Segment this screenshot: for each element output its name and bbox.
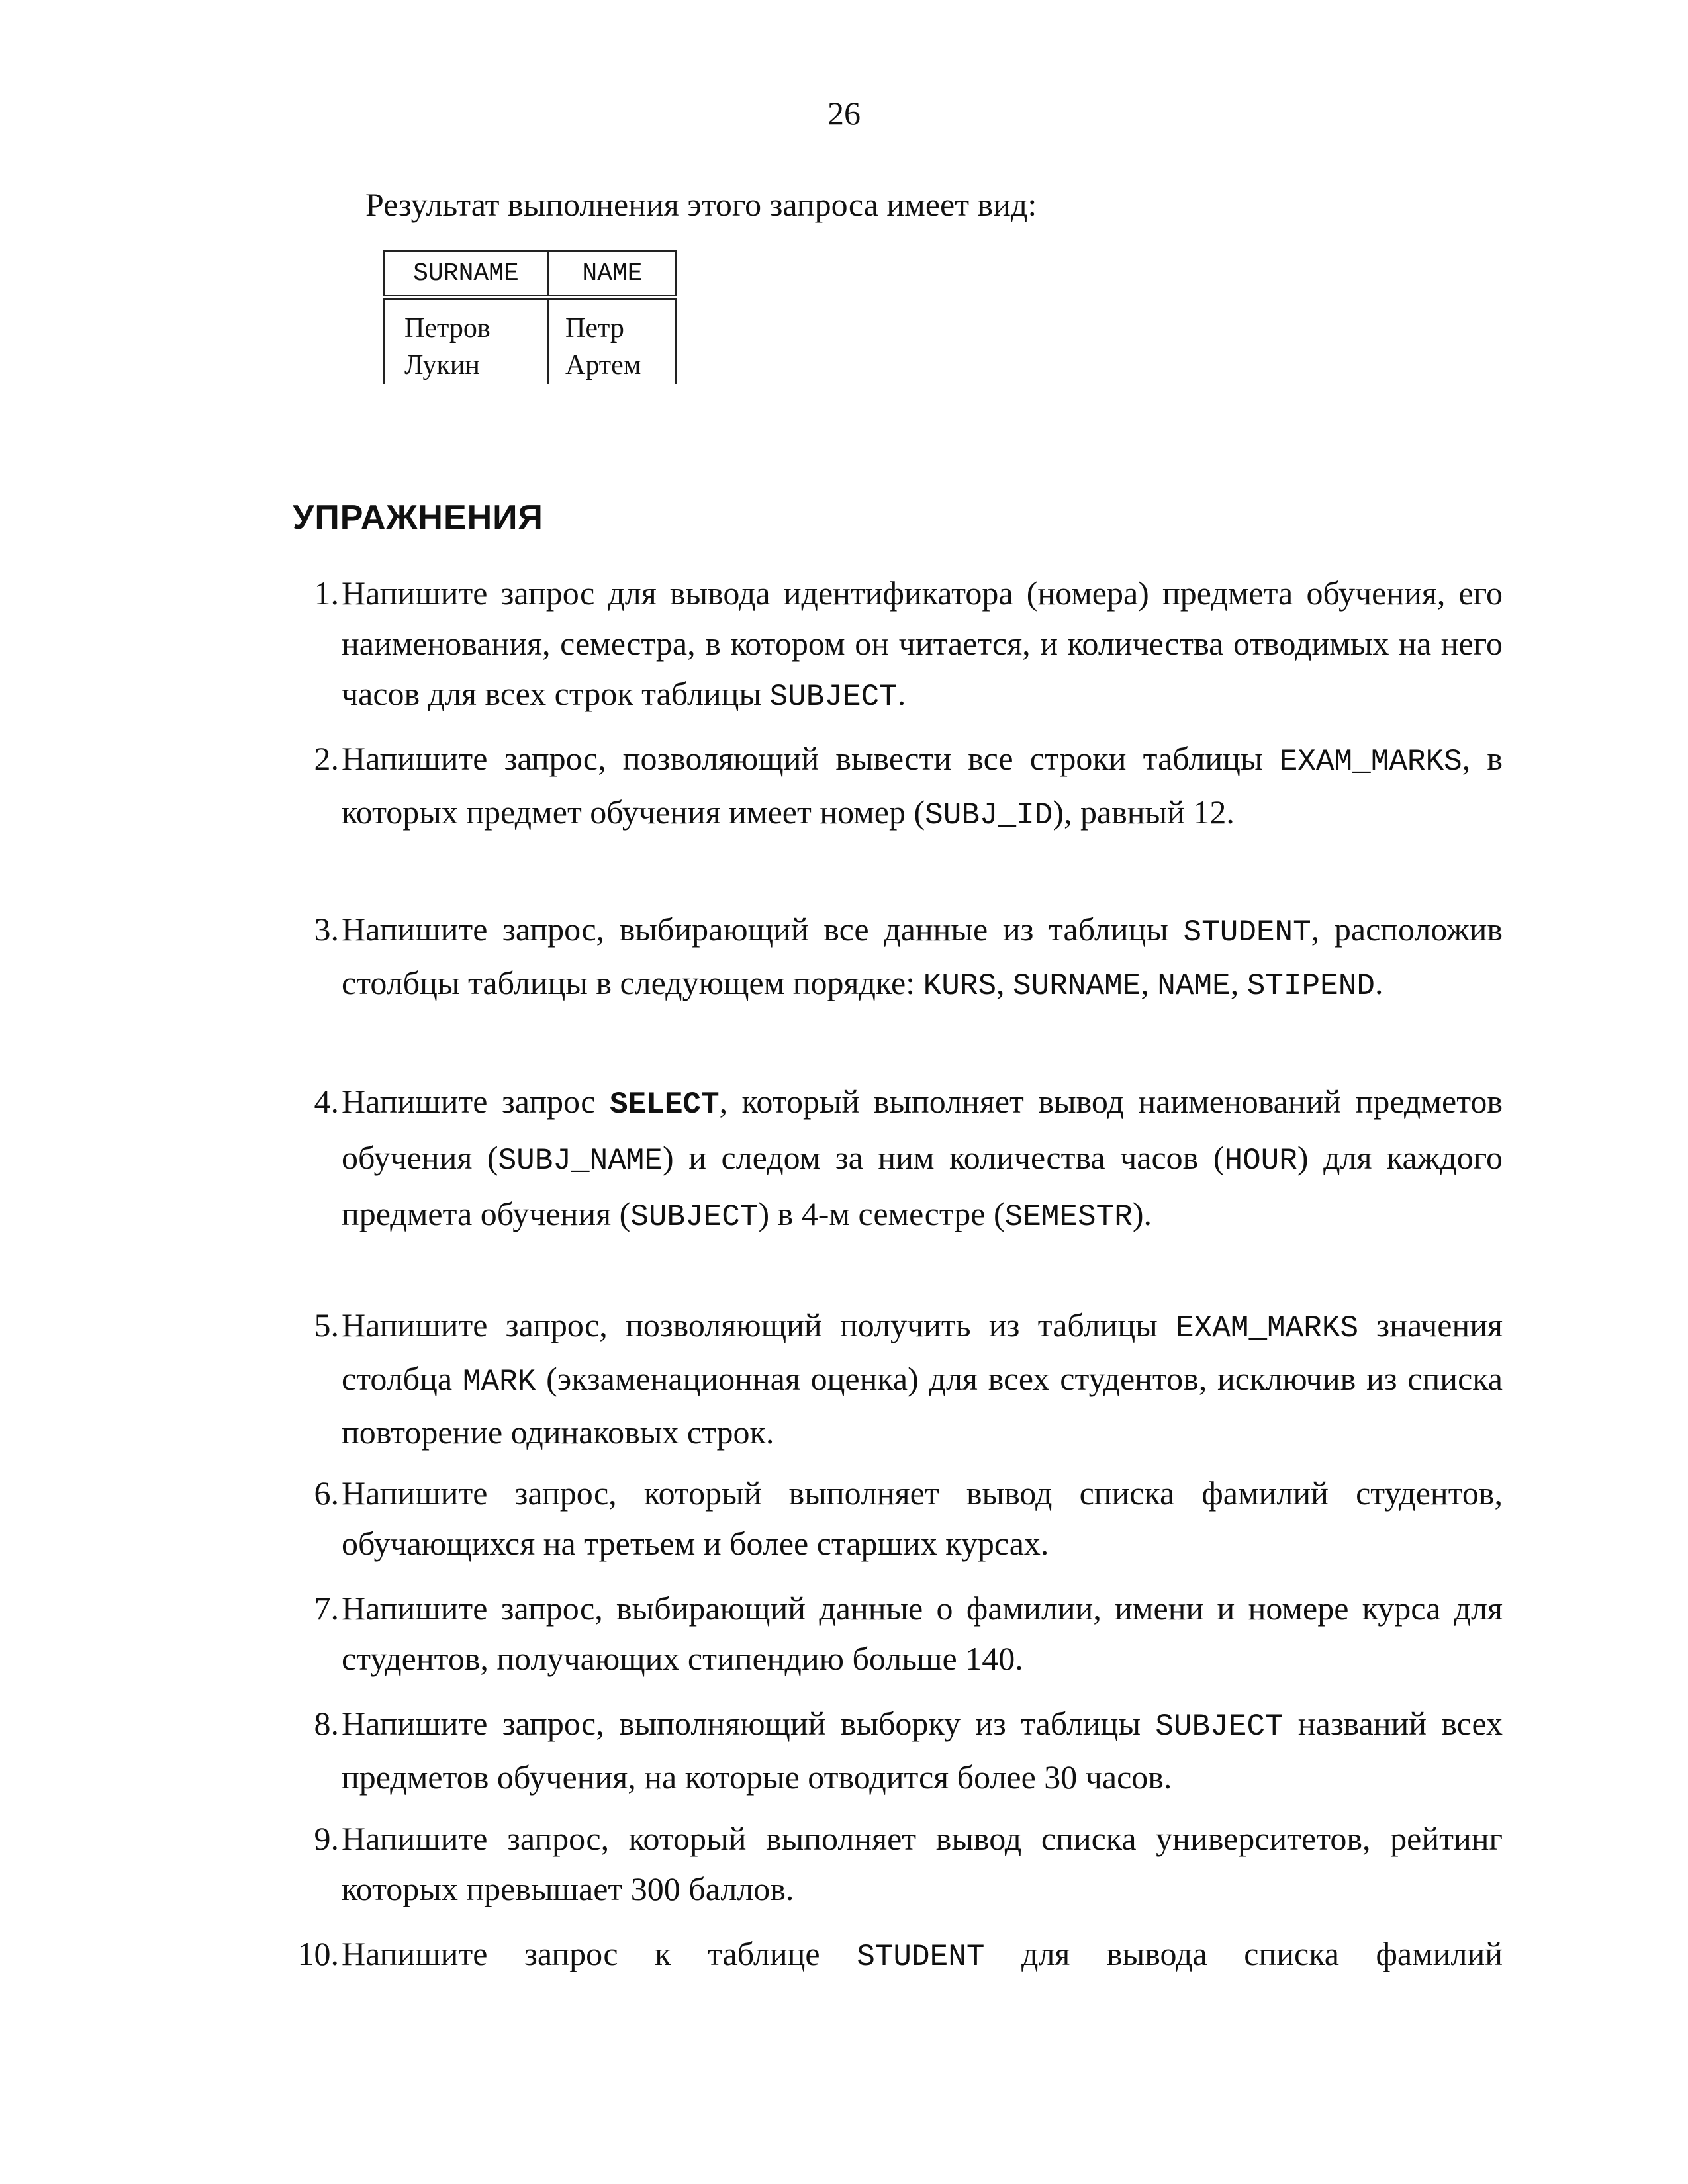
exercise-number: 10. xyxy=(297,1935,339,1972)
result-table xyxy=(383,250,677,384)
intro-text: Результат выполнения этого запроса имеет вид: xyxy=(365,186,1037,223)
exercise-number: 3. xyxy=(314,911,339,948)
table-cell-name: Артем xyxy=(549,347,677,384)
section-title: УПРАЖНЕНИЯ xyxy=(293,498,543,537)
column-header-surname: SURNAME xyxy=(384,251,549,298)
exercise-number: 4. xyxy=(314,1083,339,1120)
table-cell-surname: Петров xyxy=(384,298,549,347)
exercise-item-10 xyxy=(291,1929,1503,1982)
exercise-number: 2. xyxy=(314,740,339,777)
exercise-number: 9. xyxy=(314,1820,339,1857)
exercise-text: Напишите запрос, позволяющий получить из таблицы EXAM_MARKS значения столбца MARK (экзаменационная оценка) для всех студентов, исключив из списка повторение одинаковых строк. xyxy=(342,1306,1503,1451)
exercise-text: Напишите запрос, выбирающий данные о фамилии, имени и номере курса для студентов, получающих стипендию больше 140. xyxy=(342,1590,1503,1677)
exercise-item-5 xyxy=(291,1300,1503,1457)
exercise-item-9 xyxy=(291,1813,1503,1914)
exercise-text: Напишите запрос SELECT, который выполняет вывод наименований предметов обучения (SUBJ_NAME) и следом за ним количества часов (HOUR) для каждого предмета обучения (SUBJECT) в 4-м семестре (SEMESTR). xyxy=(342,1083,1503,1234)
page-number: 26 xyxy=(827,95,861,132)
result-table-header-row xyxy=(384,251,677,298)
exercise-item-3 xyxy=(291,904,1503,1011)
table-row xyxy=(384,298,677,347)
exercise-text: Напишите запрос, который выполняет вывод списка университетов, рейтинг которых превышает 300 баллов. xyxy=(342,1820,1503,1907)
table-cell-surname: Лукин xyxy=(384,347,549,384)
exercise-number: 6. xyxy=(314,1475,339,1512)
exercise-text: Напишите запрос для вывода идентификатора (номера) предмета обучения, его наименования, семестра, в котором он читается, и количества отводимых на него часов для всех строк таблицы SUBJECT. xyxy=(342,574,1503,714)
exercise-text: Напишите запрос к таблице STUDENT для вывода списка фамилий xyxy=(342,1935,1503,1974)
exercise-number: 5. xyxy=(314,1306,339,1343)
select-keyword: SELECT xyxy=(610,1087,720,1122)
exercise-text: Напишите запрос, позволяющий вывести все строки таблицы EXAM_MARKS, в которых предмет обучения имеет номер (SUBJ_ID), равный 12. xyxy=(342,740,1503,833)
table-row xyxy=(384,347,677,384)
exercise-number: 1. xyxy=(314,574,339,612)
exercise-number: 7. xyxy=(314,1590,339,1627)
exercise-text: Напишите запрос, выбирающий все данные из таблицы STUDENT, расположив столбцы таблицы в следующем порядке: KURS, SURNAME, NAME, STIPEND. xyxy=(342,911,1503,1003)
exercise-item-6 xyxy=(291,1468,1503,1569)
exercise-text: Напишите запрос, выполняющий выборку из таблицы SUBJECT названий всех предметов обучения, на которые отводится более 30 часов. xyxy=(342,1705,1503,1796)
exercise-item-1 xyxy=(291,568,1503,722)
exercise-item-4 xyxy=(291,1075,1503,1244)
column-header-name: NAME xyxy=(549,251,677,298)
exercise-text: Напишите запрос, который выполняет вывод списка фамилий студентов, обучающихся на третьем и более старших курсах. xyxy=(342,1475,1503,1562)
exercise-item-8 xyxy=(291,1698,1503,1802)
exercise-item-7 xyxy=(291,1583,1503,1684)
table-cell-name: Петр xyxy=(549,298,677,347)
exercise-number: 8. xyxy=(314,1705,339,1742)
exercise-item-2 xyxy=(291,733,1503,841)
